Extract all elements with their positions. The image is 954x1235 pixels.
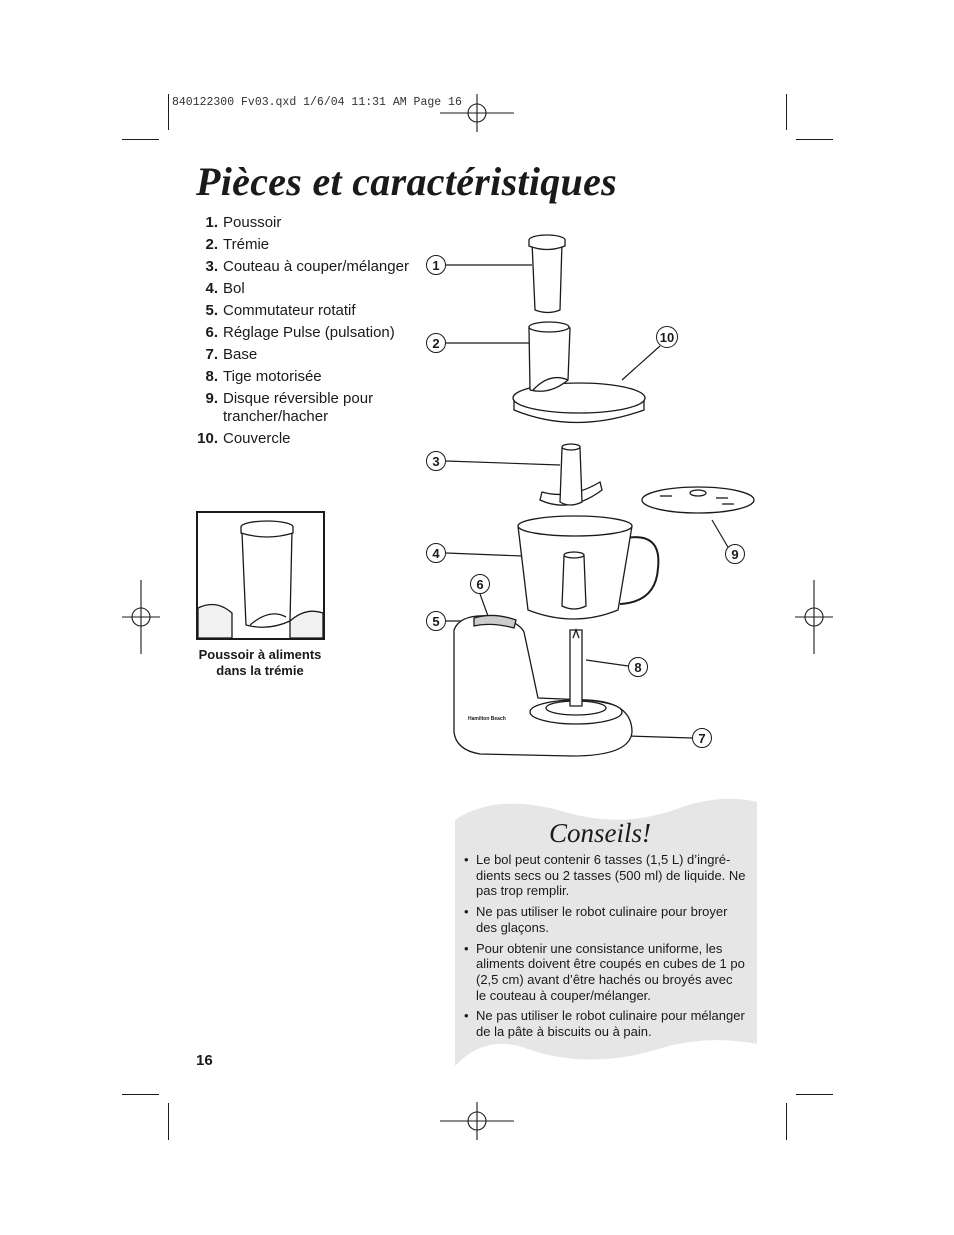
part-number: 5. [205,302,218,319]
part-number: 2. [205,236,218,253]
base-part [454,615,632,756]
leader-line [446,553,522,556]
leader-line [446,461,560,465]
callout-7: 7 [692,728,712,748]
part-name: Base [223,346,258,363]
part-item [186,390,426,425]
part-item [186,430,426,448]
part-name: Bol [223,280,245,297]
bowl-part [518,516,658,619]
page-title: Pièces et caractéristiques [196,159,618,204]
part-number: 7. [205,346,218,363]
part-item [186,214,426,232]
page-number: 16 [196,1052,213,1069]
leader-line [586,660,628,666]
callout-9: 9 [725,544,745,564]
tips-list [464,852,746,1045]
inset-caption: Poussoir à aliments dans la trémie [198,647,322,678]
disc-part [642,487,754,513]
part-number: 10. [197,429,218,447]
callout-2: 2 [426,333,446,353]
tips-title: Conseils! [549,818,652,848]
part-name: Couvercle [223,429,291,447]
part-name: Trémie [223,236,270,253]
inset-illustration [196,511,325,640]
part-item [186,236,426,254]
part-name: Commutateur rotatif [223,302,356,319]
tip-item: • Ne pas utiliser le robot culinaire pour broyer des glaçons. [464,904,746,935]
part-name: Disque réversible pour trancher/hacher [223,390,374,425]
blade-part [540,444,602,505]
pusher-part [529,235,565,313]
callout-4: 4 [426,543,446,563]
callout-6: 6 [470,574,490,594]
part-number: 9. [205,390,218,407]
part-number: 3. [205,258,218,275]
leader-line [480,594,488,616]
part-name: Poussoir [223,214,282,231]
callout-3: 3 [426,451,446,471]
callout-1: 1 [426,255,446,275]
part-name: Réglage Pulse (pulsation) [223,324,395,341]
part-item [186,324,426,342]
part-number: 1. [205,214,218,231]
leader-line [622,346,660,380]
parts-list [186,214,426,452]
part-number: 8. [205,368,218,385]
printer-slug: 840122300 Fv03.qxd 1/6/04 11:31 AM Page 16 [172,96,462,109]
part-name: Tige motorisée [223,368,322,385]
callout-10: 10 [656,326,678,348]
part-item [186,346,426,364]
food-processor-diagram [410,220,770,770]
part-number: 4. [205,280,218,297]
tip-item: • Pour obtenir une consistance uniforme, les aliments doivent être coupés en cubes de 1 po (2,5 cm) avant d’être hachés ou broyés avec le couteau à couper/mélanger. [464,941,746,1004]
part-item [186,302,426,320]
tip-item: • Le bol peut contenir 6 tasses (1,5 L) d’ingré-dients secs ou 2 tasses (500 ml) de liquide. Ne pas trop remplir. [464,852,746,899]
callout-8: 8 [628,657,648,677]
leader-line [628,736,692,738]
lid-part [513,322,645,423]
brand-logo: Hamilton Beach [468,716,506,722]
part-name: Couteau à couper/mélanger [223,258,409,275]
part-item [186,368,426,386]
tip-item: • Ne pas utiliser le robot culinaire pour mélanger de la pâte à biscuits ou à pain. [464,1008,746,1039]
part-number: 6. [205,324,218,341]
part-item [186,280,426,298]
part-item [186,258,426,276]
callout-5: 5 [426,611,446,631]
